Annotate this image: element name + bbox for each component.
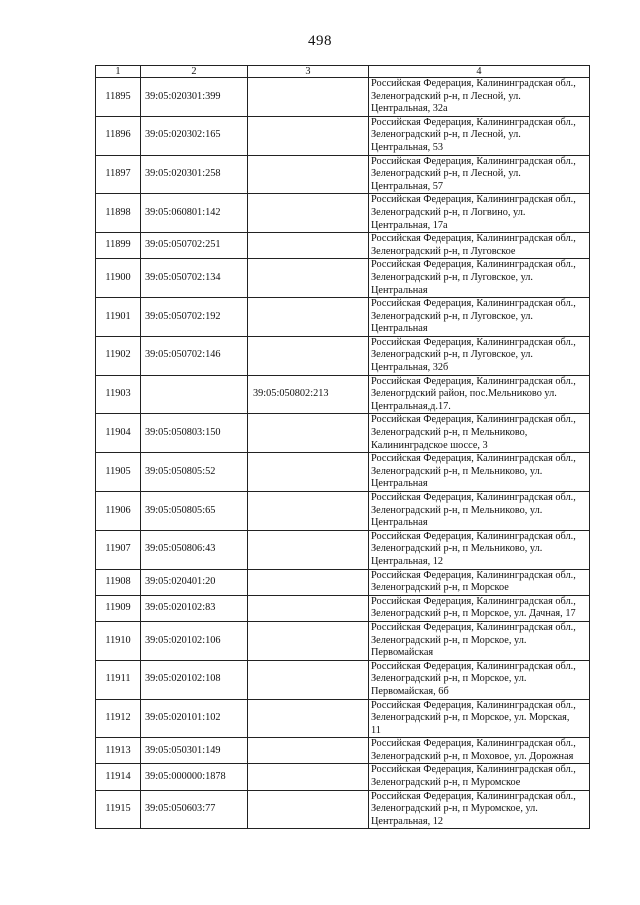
page-number: 498 xyxy=(308,33,332,49)
registry-table xyxy=(95,65,590,829)
table-row xyxy=(96,116,590,155)
address-cell xyxy=(369,194,590,233)
address-line: Российская Федерация, Калининградская обл., xyxy=(371,569,576,581)
address-cell xyxy=(369,530,590,569)
address-line: Российская Федерация, Калининградская обл., xyxy=(371,259,576,271)
cadastral-number-alt: 39:05:050802:213 xyxy=(248,375,369,414)
address-cell xyxy=(369,116,590,155)
cadastral-number-alt xyxy=(248,453,369,492)
cadastral-number: 39:05:020102:83 xyxy=(141,595,248,621)
cadastral-number-alt xyxy=(248,116,369,155)
address-line: Российская Федерация, Калининградская обл., xyxy=(371,595,576,607)
table-row xyxy=(96,233,590,259)
row-number: 11896 xyxy=(96,116,141,155)
address-line: 11 xyxy=(371,724,381,736)
address-line: Российская Федерация, Калининградская обл., xyxy=(371,492,576,503)
address-line: Российская Федерация, Калининградская обл., xyxy=(371,453,576,465)
cadastral-number: 39:05:050603:77 xyxy=(141,790,248,829)
row-number: 11915 xyxy=(96,790,141,829)
address-line: Российская Федерация, Калининградская обл., xyxy=(371,764,576,776)
address-line: Российская Федерация, Калининградская обл., xyxy=(371,298,576,310)
address-line: Центральная xyxy=(371,478,428,490)
column-header-1: 1 xyxy=(96,66,141,78)
cadastral-number-alt xyxy=(248,298,369,337)
address-line: Центральная, 32б xyxy=(371,362,449,374)
table-row xyxy=(96,78,590,117)
address-line: Зеленоградский р-н, п Логвино, ул. xyxy=(371,206,526,218)
cadastral-number-alt xyxy=(248,194,369,233)
address-cell xyxy=(369,621,590,660)
row-number: 11906 xyxy=(96,492,141,531)
row-number: 11900 xyxy=(96,259,141,298)
address-line: Центральная, 32а xyxy=(371,103,448,115)
row-number: 11908 xyxy=(96,569,141,595)
row-number: 11909 xyxy=(96,595,141,621)
cadastral-number: 39:05:050702:134 xyxy=(141,259,248,298)
row-number: 11895 xyxy=(96,78,141,117)
address-line: Российская Федерация, Калининградская обл., xyxy=(371,790,576,802)
row-number: 11901 xyxy=(96,298,141,337)
address-line: Зеленоградский р-н, п Морское xyxy=(371,582,509,594)
address-cell xyxy=(369,492,590,531)
cadastral-number-alt xyxy=(248,621,369,660)
cadastral-number-alt xyxy=(248,414,369,453)
address-cell xyxy=(369,155,590,194)
cadastral-number: 39:05:050702:192 xyxy=(141,298,248,337)
address-cell xyxy=(369,660,590,699)
cadastral-number-alt xyxy=(248,790,369,829)
address-line: Зеленоградский р-н, п Мельниково, ул. xyxy=(371,504,543,516)
cadastral-number: 39:05:020102:108 xyxy=(141,660,248,699)
address-cell xyxy=(369,298,590,337)
address-cell xyxy=(369,790,590,829)
address-line: Зеленоградский р-н, п Мельниково, ул. xyxy=(371,465,543,477)
address-line: Российская Федерация, Калининградская обл., xyxy=(371,155,576,167)
table-row xyxy=(96,569,590,595)
address-cell xyxy=(369,414,590,453)
row-number: 11911 xyxy=(96,660,141,699)
table-row xyxy=(96,414,590,453)
table-row xyxy=(96,530,590,569)
address-cell xyxy=(369,453,590,492)
header-row xyxy=(96,66,590,78)
cadastral-number: 39:05:020102:106 xyxy=(141,621,248,660)
address-line: Центральная, 57 xyxy=(371,180,444,192)
address-cell xyxy=(369,699,590,738)
table-row xyxy=(96,259,590,298)
cadastral-number-alt xyxy=(248,569,369,595)
row-number: 11914 xyxy=(96,764,141,790)
table-row xyxy=(96,595,590,621)
address-line: Центральная,д.17. xyxy=(371,400,451,412)
column-header-3: 3 xyxy=(248,66,369,78)
address-line: Зеленоградский р-н, п Муромское, ул. xyxy=(371,803,538,815)
table-row xyxy=(96,660,590,699)
address-line: Российская Федерация, Калининградская обл., xyxy=(371,194,576,206)
row-number: 11897 xyxy=(96,155,141,194)
cadastral-number xyxy=(141,375,248,414)
cadastral-number-alt xyxy=(248,336,369,375)
address-cell xyxy=(369,569,590,595)
cadastral-number: 39:05:050805:52 xyxy=(141,453,248,492)
column-header-2: 2 xyxy=(141,66,248,78)
row-number: 11905 xyxy=(96,453,141,492)
address-line: Российская Федерация, Калининградская обл., xyxy=(371,116,576,128)
address-line: Центральная, 53 xyxy=(371,141,444,153)
cadastral-number-alt xyxy=(248,78,369,117)
address-line: Российская Федерация, Калининградская обл., xyxy=(371,375,576,387)
address-cell xyxy=(369,233,590,259)
table-row xyxy=(96,298,590,337)
row-number: 11903 xyxy=(96,375,141,414)
address-line: Центральная xyxy=(371,517,428,529)
cadastral-number: 39:05:020302:165 xyxy=(141,116,248,155)
table-body xyxy=(96,78,590,829)
address-line: Зеленоградский р-н, п Морское, ул. Дачная, 17 xyxy=(371,608,576,620)
cadastral-number: 39:05:020301:399 xyxy=(141,78,248,117)
address-line: Зеленоградский р-н, п Лесной, ул. xyxy=(371,129,521,141)
cadastral-number-alt xyxy=(248,595,369,621)
cadastral-number: 39:05:000000:1878 xyxy=(141,764,248,790)
row-number: 11913 xyxy=(96,738,141,764)
table-row xyxy=(96,790,590,829)
address-cell xyxy=(369,259,590,298)
table-row xyxy=(96,621,590,660)
address-line: Российская Федерация, Калининградская обл., xyxy=(371,660,576,672)
column-header-4: 4 xyxy=(369,66,590,78)
cadastral-number-alt xyxy=(248,699,369,738)
address-line: Центральная xyxy=(371,284,428,296)
table-row xyxy=(96,699,590,738)
address-line: Центральная, 12 xyxy=(371,815,444,827)
cadastral-number: 39:05:050702:146 xyxy=(141,336,248,375)
address-line: Зеленоградский р-н, п Лесной, ул. xyxy=(371,168,521,180)
table-row xyxy=(96,764,590,790)
address-line: Зеленоградский р-н, п Морское, ул. xyxy=(371,634,527,646)
address-cell xyxy=(369,78,590,117)
address-line: Калининградское шоссе, 3 xyxy=(371,439,488,451)
address-line: Центральная, 17а xyxy=(371,219,448,231)
cadastral-number: 39:05:050805:65 xyxy=(141,492,248,531)
address-line: Зеленоградский р-н, п Мельниково, xyxy=(371,427,528,439)
table-row xyxy=(96,375,590,414)
cadastral-number: 39:05:020101:102 xyxy=(141,699,248,738)
address-cell xyxy=(369,595,590,621)
row-number: 11899 xyxy=(96,233,141,259)
address-line: Российская Федерация, Калининградская обл., xyxy=(371,738,576,750)
row-number: 11902 xyxy=(96,336,141,375)
address-line: Зеленоградский р-н, п Лесной, ул. xyxy=(371,90,521,102)
address-line: Российская Федерация, Калининградская обл., xyxy=(371,233,576,245)
row-number: 11907 xyxy=(96,530,141,569)
address-cell xyxy=(369,336,590,375)
address-line: Российская Федерация, Калининградская обл., xyxy=(371,699,576,711)
row-number: 11904 xyxy=(96,414,141,453)
cadastral-number-alt xyxy=(248,155,369,194)
cadastral-number: 39:05:020401:20 xyxy=(141,569,248,595)
address-line: Зеленоградский р-н, п Морское, ул. xyxy=(371,673,527,685)
address-line: Зеленоградский р-н, п Муромское xyxy=(371,777,521,789)
address-line: Российская Федерация, Калининградская обл., xyxy=(371,530,576,542)
address-line: Российская Федерация, Калининградская обл., xyxy=(371,78,576,89)
address-line: Зеленоградский р-н, п Моховое, ул. Дорожная xyxy=(371,750,574,762)
table-row xyxy=(96,738,590,764)
address-line: Зеленоградский р-н, п Луговское, ул. xyxy=(371,310,534,322)
address-line: Зеленоградский р-н, п Луговское, ул. xyxy=(371,271,534,283)
address-line: Зеленоградский р-н, п Морское, ул. Морская, xyxy=(371,712,570,724)
address-line: Зеленоградский р-н, п Луговское xyxy=(371,245,516,257)
cadastral-number-alt xyxy=(248,660,369,699)
address-line: Российская Федерация, Калининградская обл., xyxy=(371,621,576,633)
address-line: Зеленоградский р-н, п Луговское, ул. xyxy=(371,349,534,361)
address-line: Зеленогрдский район, пос.Мельниково ул. xyxy=(371,388,557,400)
cadastral-number: 39:05:060801:142 xyxy=(141,194,248,233)
table-row xyxy=(96,492,590,531)
address-line: Первомайская xyxy=(371,647,434,659)
address-cell xyxy=(369,764,590,790)
table-row xyxy=(96,155,590,194)
table-row xyxy=(96,336,590,375)
address-line: Первомайская, 6б xyxy=(371,685,449,697)
row-number: 11912 xyxy=(96,699,141,738)
address-cell xyxy=(369,738,590,764)
cadastral-number: 39:05:020301:258 xyxy=(141,155,248,194)
cadastral-number-alt xyxy=(248,738,369,764)
cadastral-number-alt xyxy=(248,764,369,790)
address-line: Центральная, 12 xyxy=(371,555,444,567)
cadastral-number: 39:05:050301:149 xyxy=(141,738,248,764)
table-row xyxy=(96,194,590,233)
cadastral-number: 39:05:050702:251 xyxy=(141,233,248,259)
address-line: Российская Федерация, Калининградская обл., xyxy=(371,414,576,426)
cadastral-number: 39:05:050803:150 xyxy=(141,414,248,453)
row-number: 11910 xyxy=(96,621,141,660)
address-cell xyxy=(369,375,590,414)
cadastral-number-alt xyxy=(248,492,369,531)
cadastral-number-alt xyxy=(248,530,369,569)
address-line: Центральная xyxy=(371,323,428,335)
cadastral-number-alt xyxy=(248,233,369,259)
row-number: 11898 xyxy=(96,194,141,233)
address-line: Зеленоградский р-н, п Мельниково, ул. xyxy=(371,543,543,555)
address-line: Российская Федерация, Калининградская обл., xyxy=(371,336,576,348)
cadastral-number: 39:05:050806:43 xyxy=(141,530,248,569)
table-row xyxy=(96,453,590,492)
cadastral-number-alt xyxy=(248,259,369,298)
